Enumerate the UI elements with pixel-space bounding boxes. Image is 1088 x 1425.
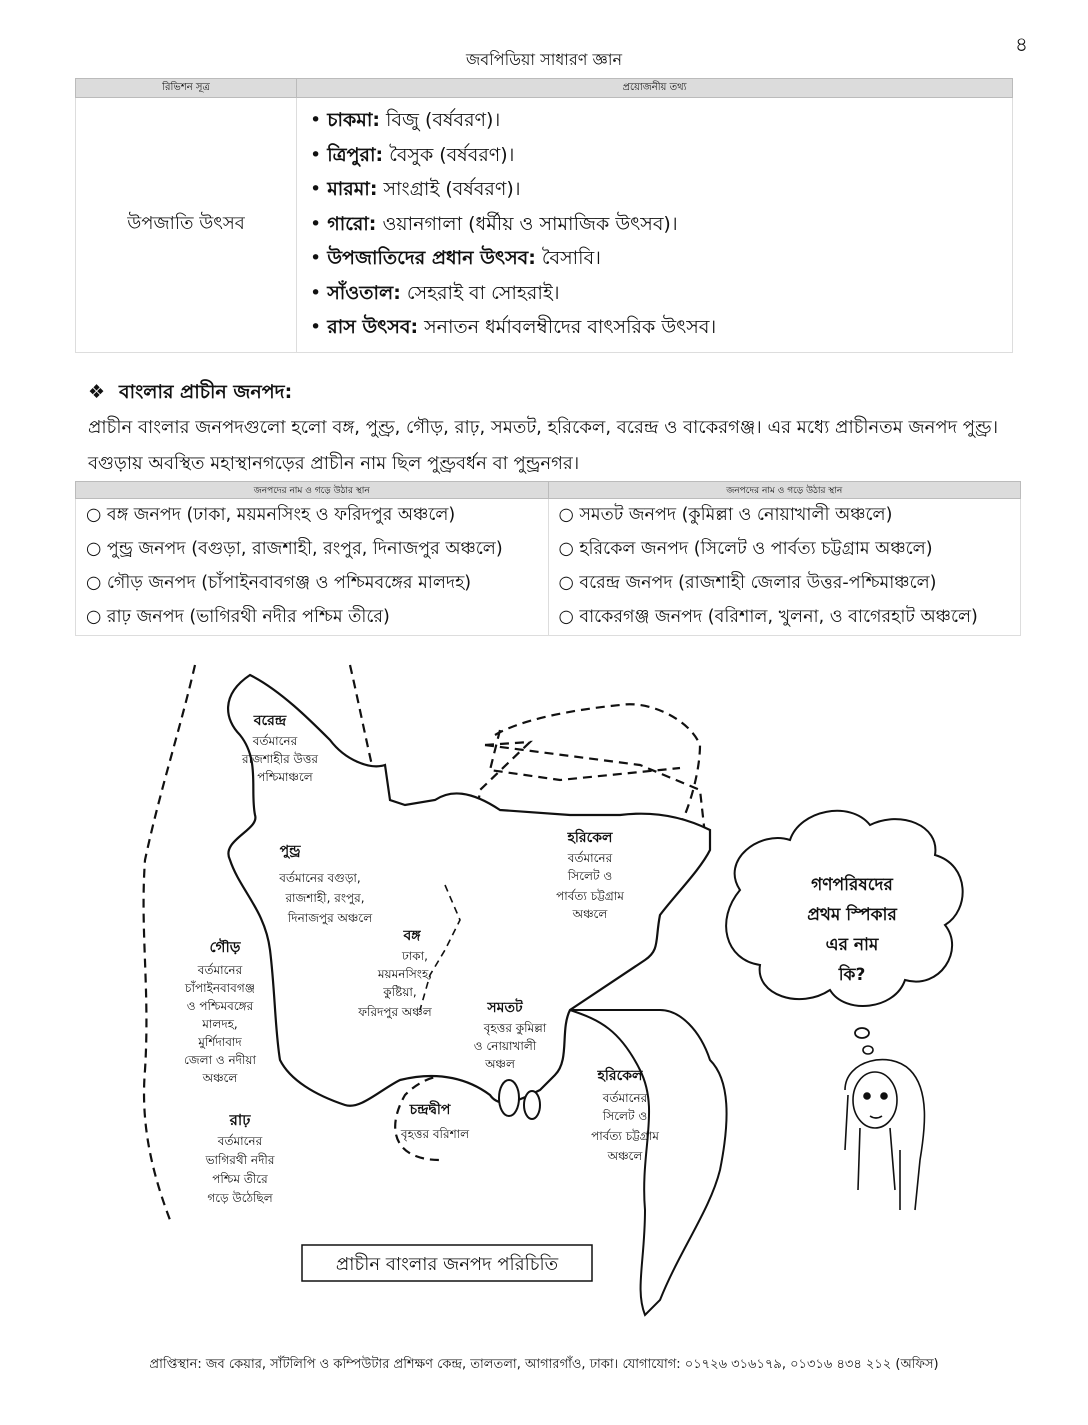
map-label-harikela-north: হরিকেল xyxy=(567,830,613,846)
map-label-line: বর্তমানের xyxy=(252,734,298,748)
map-label-line: জেলা ও নদীয়া xyxy=(184,1053,256,1067)
map-label-line: অঞ্চলে xyxy=(607,1149,643,1163)
map-label-line: অঞ্চলে xyxy=(572,907,608,921)
janapada-cell: ○ বঙ্গ জনপদ (ঢাকা, ময়মনসিংহ ও ফরিদপুর অঞ্চলে) xyxy=(76,499,549,534)
festival-item: • মারমা: সাংগ্রাই (বর্ষবরণ)। xyxy=(310,178,521,200)
map-label-line: সিলেট ও xyxy=(567,869,613,883)
section-paragraph: প্রাচীন বাংলার জনপদগুলো হলো বঙ্গ, পুণ্ড্র, গৌড়, রাঢ়, সমতট, হরিকেল, বরেন্দ্র ও বাকেরগঞ্জ। এর মধ্যে প্রাচীনতম জনপদ পুণ্ড্র। বগুড়ায় অবস্থিত মহাস্থানগড়ের প্রাচীন নাম ছিল পুণ্ড্রবর্ধন বা পুন্ড্রনগর। xyxy=(88,417,999,474)
festival-row-label: উপজাতি উৎসব xyxy=(76,98,297,353)
festival-table-col2-header: প্রয়োজনীয় তথ্য xyxy=(297,79,1013,98)
map-label-line: কুষ্টিয়া, xyxy=(383,985,417,999)
boundary-dashed xyxy=(144,665,195,1220)
festival-item: • উপজাতিদের প্রধান উৎসব: বৈসাবি। xyxy=(310,247,601,269)
festival-item: • গারো: ওয়ানগালা (ধর্মীয় ও সামাজিক উৎসব)। xyxy=(310,212,678,235)
map-label-harikela-south: হরিকেল xyxy=(597,1068,643,1084)
chittagong-outline xyxy=(570,1010,727,1315)
map-label-pundra: পুন্ড্র xyxy=(279,843,301,859)
janapada-table xyxy=(75,481,1021,636)
map-label-line: বর্তমানের xyxy=(567,851,613,865)
janapada-cell: ○ সমতট জনপদ (কুমিল্লা ও নোয়াখালী অঞ্চলে) xyxy=(548,499,1021,534)
festival-item: • রাস উৎসব: সনাতন ধর্মাবলম্বীদের বাৎসরিক উৎসব। xyxy=(310,316,717,338)
map-label-gauda: গৌড় xyxy=(209,938,241,956)
janapada-cell: ○ হরিকেল জনপদ (সিলেট ও পার্বত্য চট্টগ্রাম অঞ্চলে) xyxy=(548,533,1021,567)
header-title: জবপিডিয়া সাধারণ জ্ঞান xyxy=(465,50,623,69)
map-label-line: রাজশাহী, রংপুর, xyxy=(285,891,365,905)
footer: প্রাপ্তিস্থান: জব কেয়ার, সাঁটলিপি ও কম্পিউটার প্রশিক্ষণ কেন্দ্র, তালতলা, আগারগাঁও, ঢাকা। যোগাযোগ: ০১৭২৬ ৩১৬১৭৯, ০১৩১৬ ৪৩৪ ২১২ (অফিস) xyxy=(149,1357,939,1372)
map-label-line: রাজশাহীর উত্তর xyxy=(241,752,319,766)
map-label-line: বর্তমানের xyxy=(602,1091,648,1105)
map-label-line: পশ্চিমাঞ্চলে xyxy=(257,770,313,784)
map-label-line: ঢাকা, xyxy=(402,949,428,963)
map-label-line: পার্বত্য চট্টগ্রাম xyxy=(591,1129,659,1143)
bubble-line: প্রথম স্পিকার xyxy=(807,905,897,925)
festival-item: • ত্রিপুরা: বৈসুক (বর্ষবরণ)। xyxy=(310,143,515,166)
bubble-dot-icon xyxy=(863,1046,873,1054)
janapada-cell: ○ বাকেরগঞ্জ জনপদ (বরিশাল, খুলনা, ও বাগেরহাট অঞ্চলে) xyxy=(548,601,1021,636)
boundary-dashed xyxy=(490,730,680,780)
festival-table xyxy=(75,78,1013,353)
map-label-line: বৃহত্তর বরিশাল xyxy=(400,1127,470,1141)
map-label-line: ভাগিরথী নদীর xyxy=(205,1153,275,1167)
page-number: ৪ xyxy=(1015,32,1028,56)
janapada-cell: ○ পুন্ড্র জনপদ (বগুড়া, রাজশাহী, রংপুর, দিনাজপুর অঞ্চলে) xyxy=(76,533,549,567)
map-label-line: অঞ্চল xyxy=(485,1057,515,1071)
bubble-dot-icon xyxy=(855,1028,869,1038)
map-label-banga: বঙ্গ xyxy=(403,928,421,944)
festival-items-cell xyxy=(297,98,1013,353)
map-label-line: মালদহ, xyxy=(202,1017,238,1031)
janapada-cell: ○ গৌড় জনপদ (চাঁপাইনবাবগঞ্জ ও পশ্চিমবঙ্গের মালদহ) xyxy=(76,567,549,601)
bubble-line: এর নাম xyxy=(825,935,879,955)
map-label-line: অঞ্চলে xyxy=(202,1071,238,1085)
diamond-bullet-icon: ❖ xyxy=(88,381,106,403)
janapada-map xyxy=(100,650,1000,1340)
bubble-line: গণপরিষদের xyxy=(811,875,893,895)
festival-item: • চাকমা: বিজু (বর্ষবরণ)। xyxy=(310,109,501,131)
map-label-line: বর্তমানের xyxy=(197,963,243,977)
map-label-varendra: বরেন্দ্র xyxy=(253,713,287,729)
festival-table-col1-header: রিভিশন সূত্র xyxy=(76,79,297,98)
janapada-header-right: জনপদের নাম ও গড়ে উঠার স্থান xyxy=(548,482,1021,499)
map-label-samatata: সমতট xyxy=(487,1000,523,1016)
island-icon xyxy=(499,1080,519,1116)
map-label-line: বৃহত্তর কুমিল্লা xyxy=(483,1021,547,1035)
map-label-line: চাঁপাইনবাবগঞ্জ xyxy=(185,981,255,995)
map-label-line: দিনাজপুর অঞ্চলে xyxy=(287,911,373,925)
map-label-line: মুর্শিদাবাদ xyxy=(198,1035,242,1049)
section-heading: ❖ বাংলার প্রাচীন জনপদ: xyxy=(88,381,293,403)
island-icon xyxy=(524,1091,540,1119)
map-label-line: পশ্চিম তীরে xyxy=(212,1172,268,1186)
map-label-rarh: রাঢ় xyxy=(229,1111,251,1129)
map-label-line: ও পশ্চিমবঙ্গের xyxy=(186,999,254,1013)
janapada-cell: ○ রাঢ় জনপদ (ভাগিরথী নদীর পশ্চিম তীরে) xyxy=(76,601,549,636)
map-label-line: ফরিদপুর অঞ্চল xyxy=(358,1005,432,1019)
map-caption: প্রাচীন বাংলার জনপদ পরিচিতি xyxy=(335,1254,559,1275)
map-label-line: বর্তমানের বগুড়া, xyxy=(279,871,361,885)
map-label-line: পার্বত্য চট্টগ্রাম xyxy=(556,889,624,903)
bubble-line: কি? xyxy=(838,965,866,985)
janapada-cell: ○ বরেন্দ্র জনপদ (রাজশাহী জেলার উত্তর-পশ্চিমাঞ্চলে) xyxy=(548,567,1021,601)
festival-item: • সাঁওতাল: সেহরাই বা সোহরাই। xyxy=(310,281,560,304)
map-label-line: ময়মনসিংহ, xyxy=(377,967,433,981)
map-label-line: বর্তমানের xyxy=(217,1134,263,1148)
janapada-header-left: জনপদের নাম ও গড়ে উঠার স্থান xyxy=(76,482,549,499)
map-label-line: ও নোয়াখালী xyxy=(473,1039,537,1053)
map-label-line: গড়ে উঠেছিল xyxy=(207,1191,273,1205)
thinking-girl-icon xyxy=(845,1060,924,1210)
map-label-chandradwip: চন্দ্রদ্বীপ xyxy=(409,1102,451,1118)
map-label-line: সিলেট ও xyxy=(602,1109,648,1123)
